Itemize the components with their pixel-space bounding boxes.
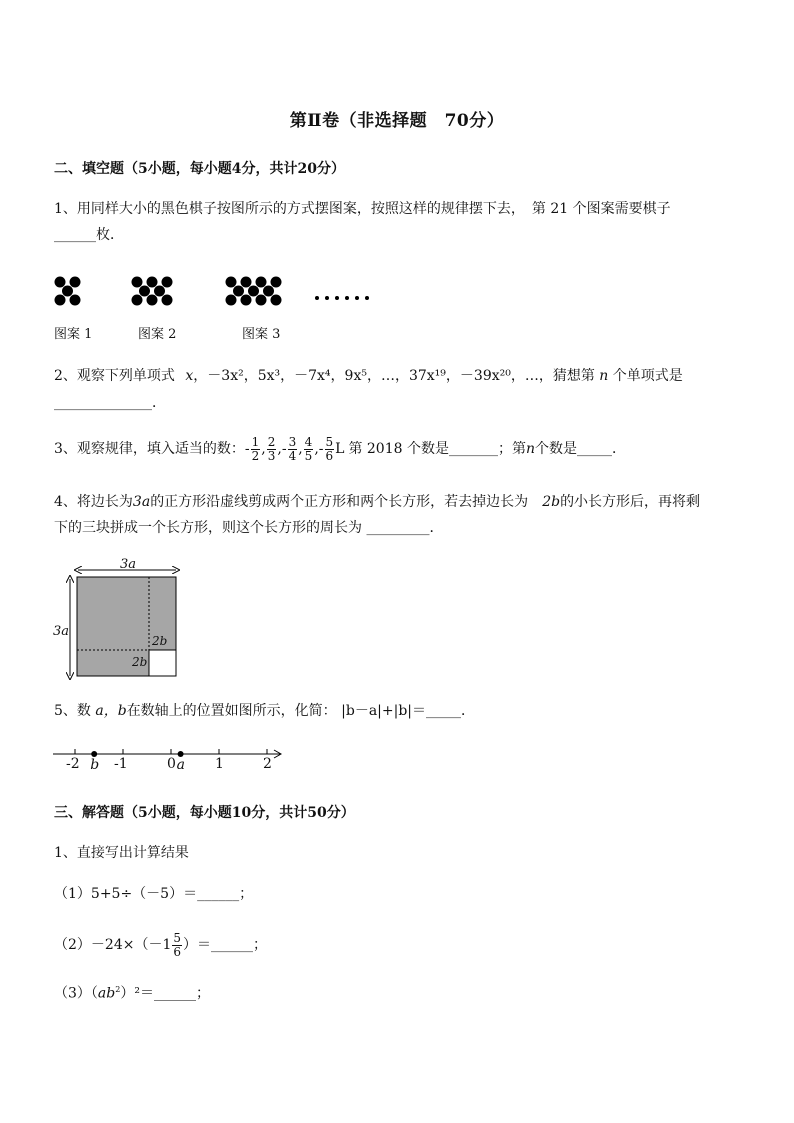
q3-sign-3: - — [281, 440, 287, 457]
s3-q1-part3-post: ）²＝______； — [120, 985, 210, 1002]
q1-text-line2: ______枚． — [54, 227, 124, 243]
axis-tick-label-2: 0 — [167, 756, 176, 772]
q2-term-3: 5x³ — [257, 368, 281, 384]
ellipsis-dots — [315, 296, 369, 300]
q2-terms: x，－3x²，5x³，－7x⁴，9x⁵，…，37x¹⁹，－39x²⁰，… — [185, 368, 539, 384]
q3-prefix: 3、观察规律，填入适当的数： — [54, 440, 245, 457]
q4-var1: 3a — [132, 494, 151, 510]
q2-var: n — [599, 368, 609, 384]
pattern-3 — [226, 277, 282, 306]
pattern-2 — [132, 277, 173, 306]
q3-frac-5: $\frac{5}{6}$ — [325, 435, 334, 463]
q2-term-9: … — [524, 368, 539, 384]
s3-q1-title: 1、直接写出计算结果 — [54, 845, 189, 861]
s3-q1-part1: （1）5+5÷（－5）＝______； — [54, 886, 254, 902]
axis-point-label-b: b — [90, 757, 100, 773]
q5-mid: 在数轴上的位置如图所示，化简： — [126, 703, 337, 719]
q4-left-label: 3a — [53, 624, 70, 639]
s3-q1-part2 — [54, 932, 267, 958]
q5-text — [54, 703, 475, 720]
q3-frac-1: $\frac{1}{2}$ — [251, 435, 260, 463]
q3-frac-3: $\frac{3}{4}$ — [288, 435, 297, 463]
q2-term-1: x — [185, 368, 194, 384]
s3-q1-part3-base: ab — [97, 985, 116, 1002]
q3-text: 3、观察规律，填入适当的数： - $\frac{1}{2}$ , $\frac{2}{3}$ , - $\frac{3}{4}$ , $\frac{4}{5}$ , - $\frac{5}{6}$ L 第 2018 个数是_______；第 n 个数是_____． — [54, 435, 626, 463]
pattern-figures — [50, 274, 380, 314]
q3-sign-1: - — [244, 440, 250, 457]
pattern-label-1: 图案 1 — [54, 327, 93, 342]
s3-q1-part3 — [54, 985, 210, 1002]
q2-text-line1 — [54, 368, 683, 385]
q3-tail-symbol: L — [335, 440, 345, 457]
q5-prefix: 5、数 — [54, 703, 91, 719]
s3-q1-part2-frac: $\frac{5}{6}$ — [173, 931, 181, 959]
q2-term-8: －39x²⁰ — [459, 368, 511, 384]
s3-q1-part3-pre: （3）（ — [54, 985, 98, 1002]
q2-suffix2: 个单项式是 — [612, 368, 683, 384]
q4-square-figure — [50, 553, 190, 683]
axis-tick-label-0: -2 — [66, 756, 80, 772]
q4-top-label: 3a — [120, 557, 137, 572]
q3-sign-5: - — [318, 440, 324, 457]
q4-inner-label-1: 2b — [152, 634, 168, 648]
q1-text-line1: 1、用同样大小的黑色棋子按图所示的方式摆图案，按照这样的规律摆下去， 第 21 个图案需要棋子 — [54, 201, 671, 217]
q5-vars: a，b — [95, 703, 127, 719]
s3-q1-part3-exp: 2 — [115, 985, 121, 994]
q2-term-5: 9x⁵ — [344, 368, 367, 384]
axis-tick-label-3: 1 — [215, 756, 224, 772]
axis-point-label-a: a — [176, 757, 185, 773]
section-2-header: 二、填空题（5小题，每小题4分，共计20分） — [54, 161, 345, 177]
pattern-label-2: 图案 2 — [138, 327, 177, 342]
q4-line1c: 的小长方形后，再将剩 — [560, 494, 701, 510]
number-line-labels — [50, 756, 290, 776]
q5-expr: |b－a|+|b| — [341, 703, 413, 719]
section-3-header: 三、解答题（5小题，每小题10分，共计50分） — [54, 805, 355, 821]
pattern-1 — [55, 277, 81, 306]
page-title: 第Ⅱ卷（非选择题 70分） — [289, 111, 505, 131]
q3-frac-2: $\frac{2}{3}$ — [267, 435, 276, 463]
q2-term-7: 37x¹⁹ — [408, 368, 446, 384]
q3-var: n — [525, 440, 535, 457]
q4-text-line2: 下的三块拼成一个长方形，则这个长方形的周长为 _________． — [54, 520, 444, 536]
q2-term-6: … — [380, 368, 395, 384]
s3-q1-part2-post: ）＝______； — [183, 936, 267, 953]
q2-term-2: －3x² — [207, 368, 244, 384]
s3-q1-part2-pre: （2）－24×（－1 — [54, 936, 172, 953]
q4-text-line1 — [54, 494, 700, 511]
q3-mid: 第 2018 个数是_______；第 — [348, 440, 526, 457]
q5-end: ＝_____． — [412, 703, 476, 719]
pattern-label-3: 图案 3 — [242, 327, 281, 342]
q3-frac-4: $\frac{4}{5}$ — [304, 435, 313, 463]
q4-line1a: 4、将边长为 — [54, 494, 133, 510]
axis-tick-label-1: -1 — [114, 756, 128, 772]
q4-inner-label-2: 2b — [132, 655, 148, 669]
q2-text-line2: ______________． — [54, 395, 166, 411]
q2-suffix: ，猜想第 — [538, 368, 595, 384]
q4-var2: 2b — [542, 494, 561, 510]
q4-line1b: 的正方形沿虚线剪成两个正方形和两个长方形，若去掉边长为 — [150, 494, 543, 510]
q2-term-4: －7x⁴ — [294, 368, 331, 384]
axis-tick-label-4: 2 — [263, 756, 272, 772]
q2-prefix: 2、观察下列单项式 — [54, 368, 175, 384]
q3-end: 个数是_____． — [535, 440, 626, 457]
